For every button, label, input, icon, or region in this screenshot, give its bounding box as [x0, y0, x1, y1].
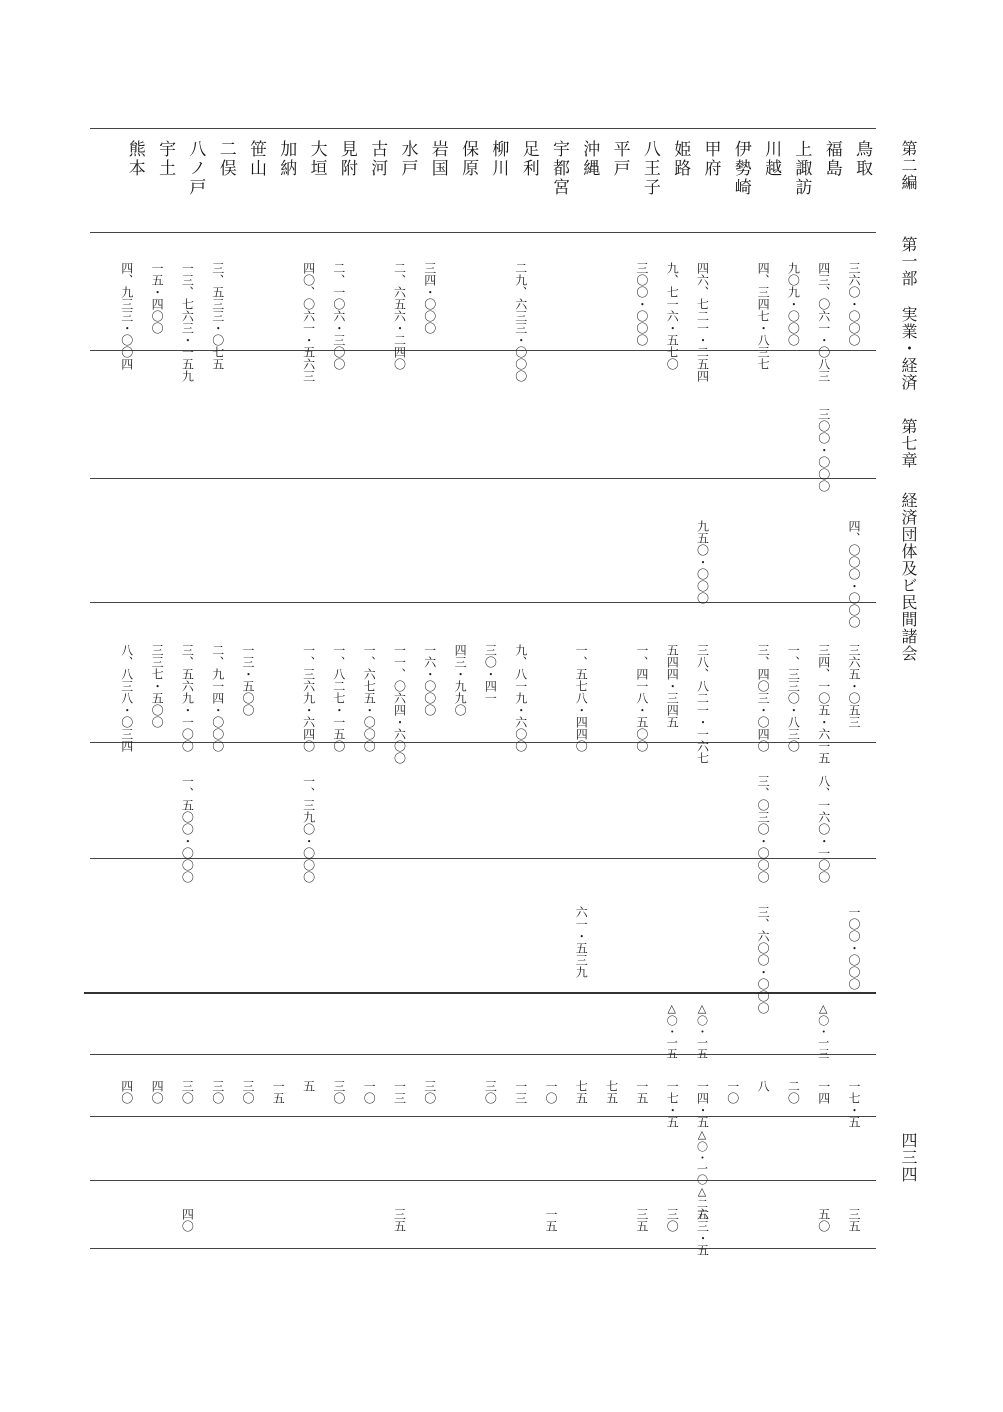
table-cell: 二、九一四・〇〇〇	[210, 644, 225, 752]
running-head-part-title: 実業・経済	[899, 306, 918, 391]
table-cell: 四〇、〇六一・五六三	[301, 262, 316, 382]
table-cell: 二九、六三三・〇〇〇	[513, 262, 528, 382]
table-cell: 四六、七二一・二五四	[695, 262, 710, 382]
table-cell: 一〇	[725, 1080, 740, 1104]
table-cell: 三五	[634, 1208, 649, 1232]
row-rule-9	[90, 1116, 876, 1117]
city-name: 二俣	[215, 140, 236, 178]
city-name: 福島	[821, 140, 842, 178]
table-cell: 三五	[847, 1208, 861, 1232]
table-cell: 三〇・四一	[483, 644, 498, 704]
table-cell: 九〇九・〇〇〇	[786, 262, 801, 346]
table-cell: 四、九三三・〇〇四	[119, 262, 134, 370]
table-cell: 八、八三八・〇三四	[119, 644, 134, 752]
row-rule-1	[90, 232, 876, 233]
table-cell: 一、三三〇・八三〇	[786, 644, 801, 752]
city-name: 柳川	[488, 140, 509, 178]
table-cell: 一四・五	[695, 1080, 710, 1128]
table-cell: 三三七・五〇〇	[150, 644, 165, 728]
table-cell: 三〇	[422, 1080, 437, 1104]
table-cell: 三六〇・〇〇〇	[847, 262, 861, 346]
running-head-chapter-title: 経済団体及ビ民間諸会	[899, 492, 918, 662]
table-cell: 一、六七五・〇〇〇	[362, 644, 377, 752]
city-name: 八王子	[639, 140, 660, 197]
city-name: 保原	[458, 140, 479, 178]
city-name: 平戸	[609, 140, 630, 178]
table-cell: 二〇	[786, 1080, 801, 1104]
running-head-part: 第一部	[899, 236, 918, 287]
running-head-chapter: 第七章	[899, 418, 918, 469]
city-name: 川越	[761, 140, 782, 178]
city-name: 笹山	[246, 140, 266, 178]
city-name: 八ノ戸	[185, 140, 206, 197]
table-cell: 一一、〇六四・六〇〇	[392, 644, 407, 764]
city-name: 加納	[276, 140, 297, 178]
table-cell: 一五	[271, 1080, 286, 1104]
table-cell: 三〇	[241, 1080, 255, 1104]
table-cell: 一五・四〇〇	[150, 262, 165, 334]
table-cell: 一〇	[362, 1080, 377, 1104]
table-cell: 三、五三三・〇七五	[210, 262, 225, 370]
table-cell: 三四・〇〇〇	[422, 262, 437, 334]
table-cell: 九、七一六・五七〇	[665, 262, 680, 370]
city-name: 上諏訪	[791, 140, 812, 197]
table-cell: 三〇	[331, 1080, 346, 1104]
table-cell: 一三	[392, 1080, 407, 1104]
table-cell: △〇・一五	[665, 1002, 679, 1059]
table-cell: 一、五七八・四四〇	[574, 644, 589, 752]
city-name: 沖縄	[579, 140, 600, 178]
city-name: 姫路	[670, 140, 691, 178]
table-cell: 三、〇三〇・〇〇〇	[756, 775, 771, 883]
city-name: 甲府	[700, 140, 721, 178]
table-cell: 三〇	[483, 1080, 498, 1104]
table-cell: 三〇	[210, 1080, 225, 1104]
table-cell: 一、三九〇・〇〇〇	[301, 775, 316, 883]
table-cell: 四、〇〇〇・〇〇〇	[847, 520, 861, 628]
table-cell: 三五	[392, 1208, 407, 1232]
city-name: 宇都宮	[549, 140, 569, 197]
city-name: 伊勢崎	[730, 140, 751, 197]
city-name: 宇土	[155, 140, 176, 178]
table-cell: 四三・九九〇	[453, 644, 468, 716]
table-cell: 一〇	[544, 1080, 558, 1104]
table-cell: 一五	[634, 1080, 649, 1104]
table-cell: 三八、八二一・一六七	[695, 644, 710, 764]
table-cell: 一六・〇〇〇	[422, 644, 437, 716]
table-cell: 三〇	[665, 1208, 680, 1232]
table-cell: 八	[756, 1080, 771, 1092]
table-cell: 九、八一九・六〇〇	[513, 644, 528, 752]
table-cell: △〇・一五	[695, 1002, 709, 1059]
row-rule-3	[90, 478, 876, 479]
table-cell: 六三・五	[695, 1208, 710, 1256]
table-cell: 一〇〇・〇〇〇	[847, 906, 861, 990]
table-top-rule	[90, 128, 876, 129]
table-cell: 四〇	[150, 1080, 165, 1104]
table-cell: 八、一六〇・一〇〇	[816, 775, 831, 883]
city-name: 熊本	[124, 140, 145, 178]
table-cell: 三〇〇・〇〇〇	[634, 262, 649, 346]
city-name: 見附	[336, 140, 357, 178]
city-name: 水戸	[397, 140, 418, 178]
table-cell: 一四	[816, 1080, 831, 1104]
table-cell: 三〇〇・〇〇〇	[816, 408, 831, 492]
table-cell: 四〇	[180, 1208, 195, 1232]
table-cell: 一三	[513, 1080, 528, 1104]
table-cell: 三、四〇三・〇四〇	[756, 644, 771, 752]
table-cell: 四三、〇六一・〇八三	[816, 262, 831, 382]
table-cell: 一、五〇〇・〇〇〇	[180, 775, 195, 883]
row-rule-8	[90, 1054, 876, 1055]
city-name: 岩国	[427, 140, 448, 178]
table-cell: △〇・一三	[816, 1002, 830, 1059]
city-name: 古河	[367, 140, 388, 178]
table-cell: △〇・一〇△二五	[695, 1128, 709, 1220]
table-cell: 五〇	[816, 1208, 831, 1232]
table-cell: 一、八二七・一五〇	[331, 644, 346, 752]
city-name: 鳥取	[852, 140, 872, 178]
table-cell: 二、一〇六・三〇〇	[331, 262, 346, 370]
table-cell: 七五	[604, 1080, 619, 1104]
row-rule-10	[90, 1180, 876, 1181]
table-cell: 五四四・三四五	[665, 644, 680, 728]
table-cell: 三〇	[180, 1080, 195, 1104]
table-bottom-rule	[90, 1248, 876, 1249]
table-cell: 五	[301, 1080, 316, 1092]
table-cell: 一五	[544, 1208, 558, 1232]
table-cell: 一七・五	[665, 1080, 680, 1128]
table-cell: 一三・五〇〇	[241, 644, 255, 716]
table-cell: 四、三四七・八三七	[756, 262, 771, 370]
table-cell: 三四、一〇五・六一五	[816, 644, 831, 764]
table-cell: 三六五・〇五三	[847, 644, 861, 728]
table-cell: 一三、七六三・一五九	[180, 262, 195, 382]
table-cell: 六一・五三九	[574, 906, 589, 978]
table-cell: 一七・五	[847, 1080, 861, 1128]
table-cell: 四〇	[119, 1080, 134, 1104]
table-cell: 一、三六九・六四〇	[301, 644, 316, 752]
running-head-section: 第二編	[899, 140, 918, 191]
page-number: 四三四	[899, 1132, 918, 1183]
row-rule-4	[90, 602, 876, 603]
table-cell: 九五〇・〇〇〇	[695, 520, 710, 604]
table-cell: 二、六五六・二四〇	[392, 262, 407, 370]
city-name: 足利	[518, 140, 539, 178]
city-name: 大垣	[306, 140, 327, 178]
table-cell: 三、五六九・一〇〇	[180, 644, 195, 752]
table-cell: 一、四一八・五〇〇	[634, 644, 649, 752]
table-cell: 三、六〇〇・〇〇〇	[756, 906, 771, 1014]
table-cell: 七五	[574, 1080, 589, 1104]
